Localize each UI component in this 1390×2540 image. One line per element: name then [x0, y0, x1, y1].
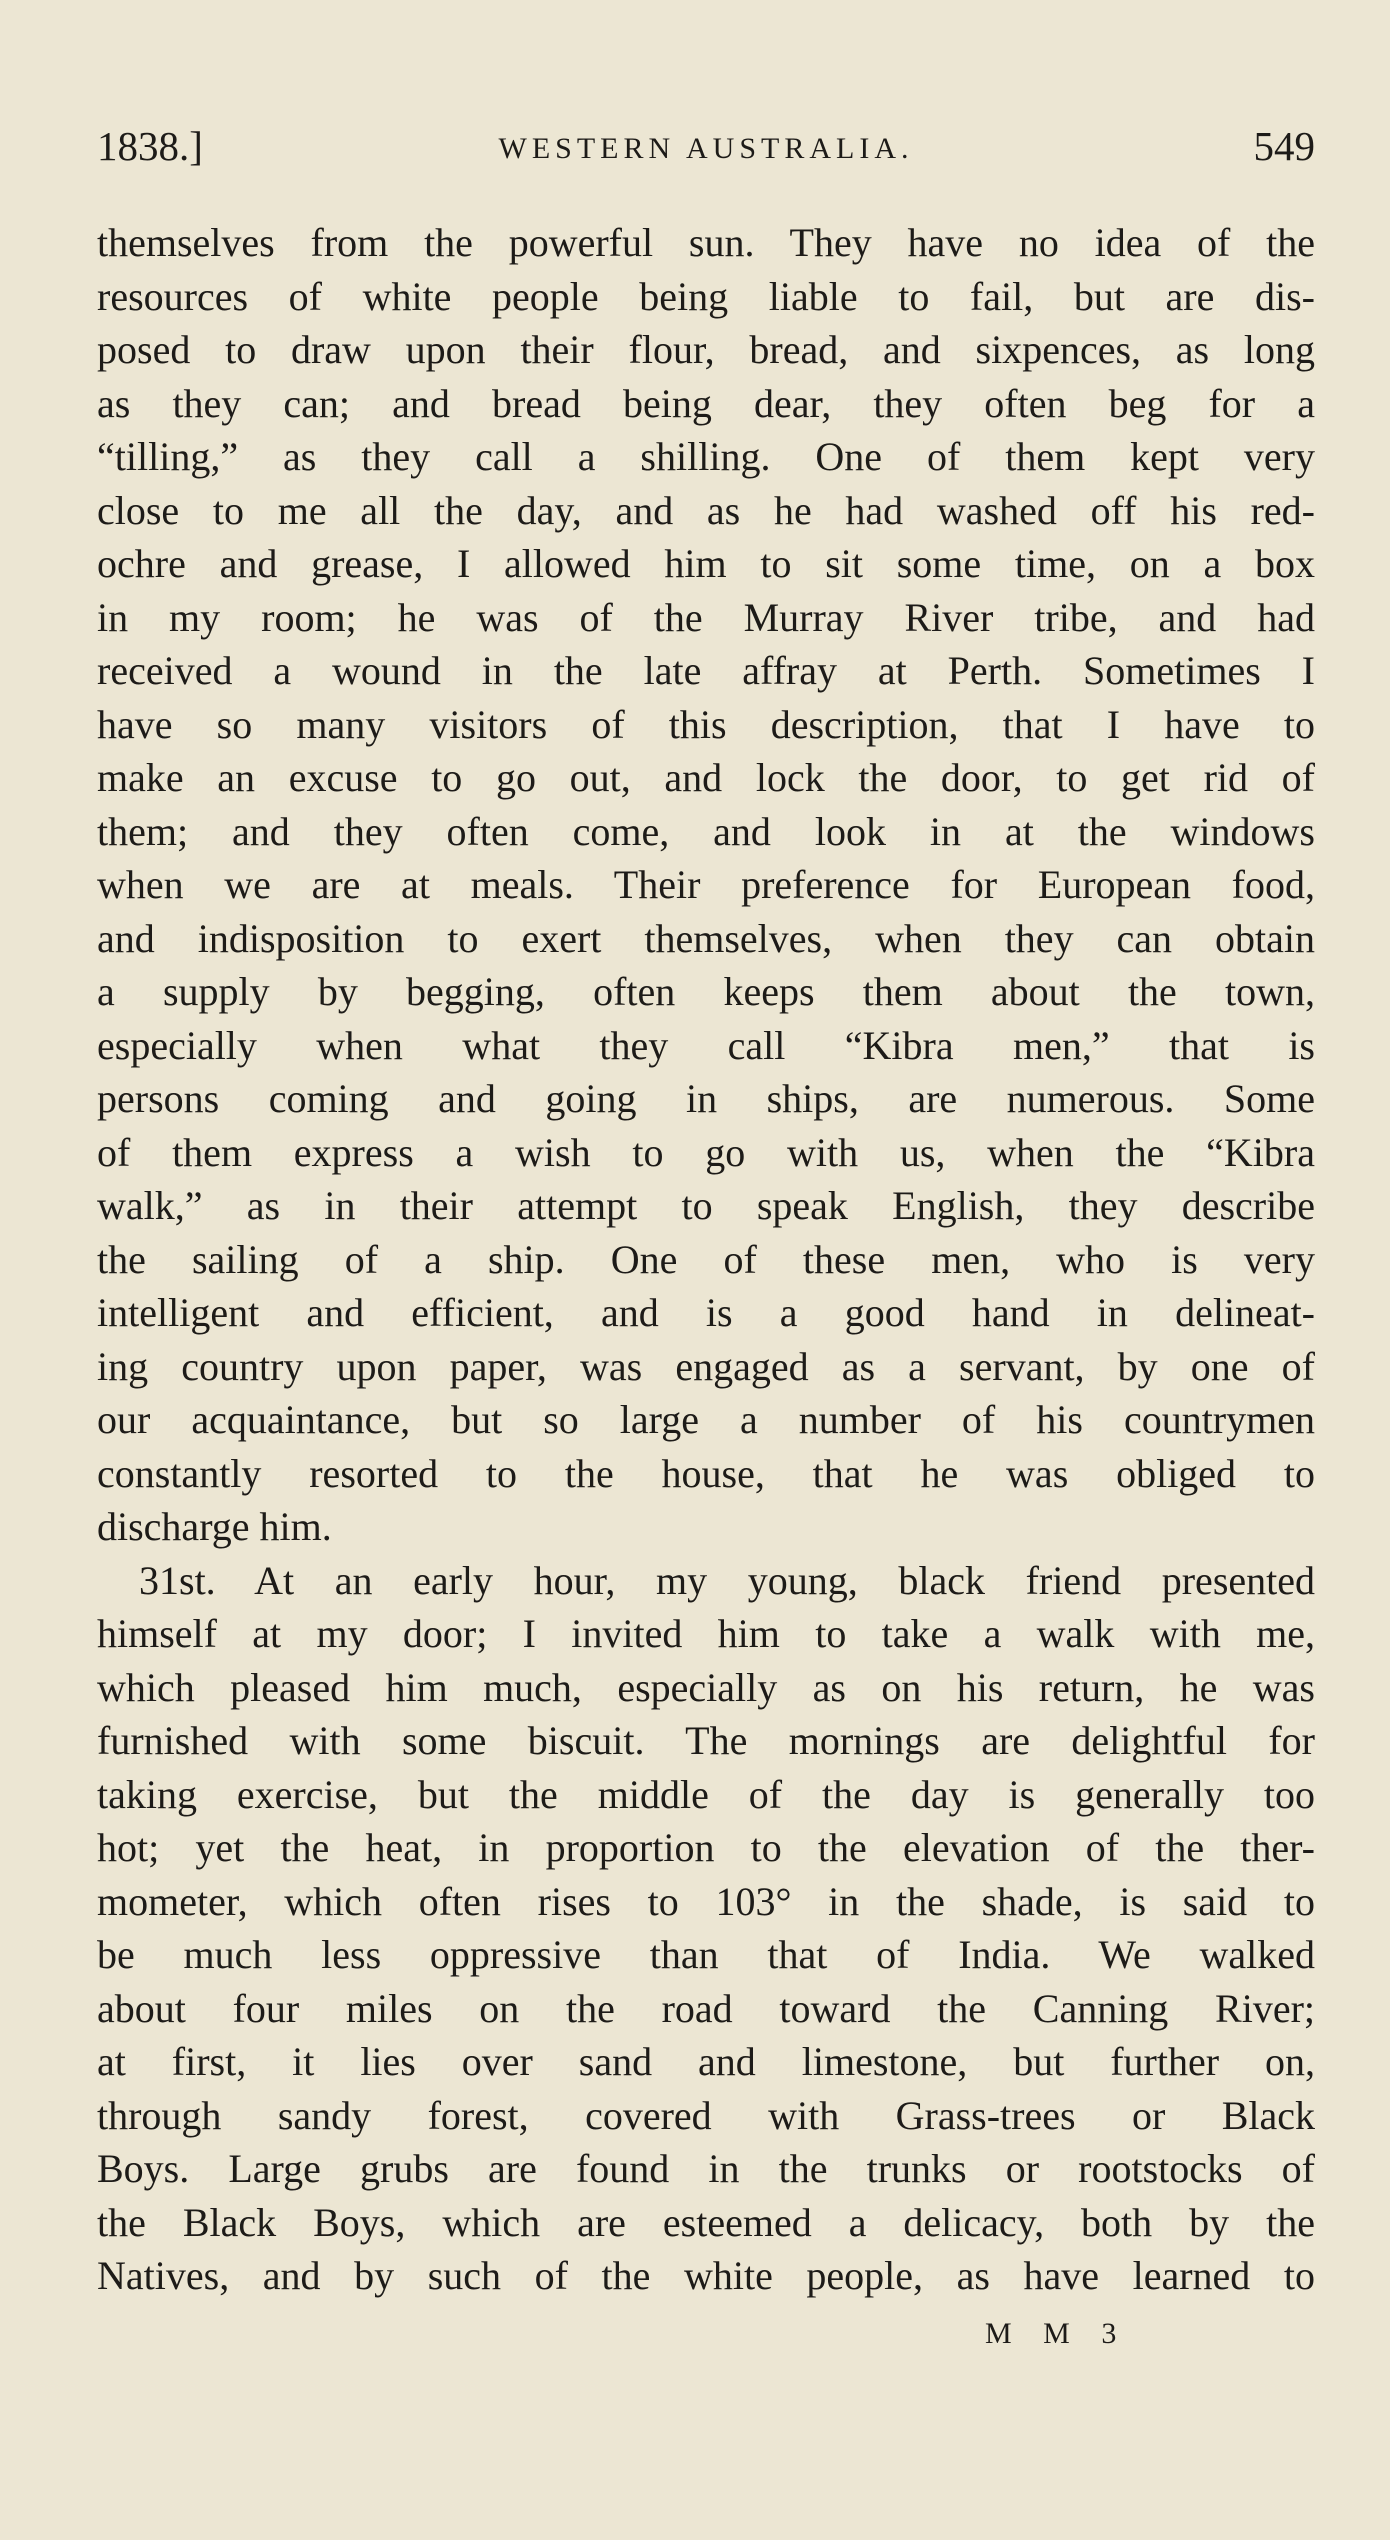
text-line: 31st. At an early hour, my young, black friend presented — [139, 1557, 1315, 1603]
text-line: which pleased him much, especially as on his return, he was — [97, 1664, 1315, 1710]
text-line: close to me all the day, and as he had washed off his red- — [97, 487, 1315, 533]
text-line: hot; yet the heat, in proportion to the elevation of the ther- — [97, 1825, 1315, 1870]
text-line: themselves from the powerful sun. They have no idea of the — [97, 220, 1315, 265]
text-line: about four miles on the road toward the Canning River; — [97, 1985, 1315, 2031]
text-line: as they can; and bread being dear, they often beg for a — [97, 380, 1315, 426]
text-line: through sandy forest, covered with Grass-trees or Black — [97, 2092, 1315, 2138]
text-line: the sailing of a ship. One of these men, who is very — [97, 1236, 1315, 1282]
text-line: persons coming and going in ships, are numerous. Some — [97, 1076, 1315, 1121]
paragraph — [97, 216, 1315, 1554]
text-line: when we are at meals. Their preference for European food, — [97, 862, 1315, 907]
text-line: ochre and grease, I allowed him to sit some time, on a box — [97, 541, 1315, 586]
text-line: himself at my door; I invited him to take a walk with me, — [97, 1611, 1315, 1656]
text-line: discharge him. — [97, 1504, 332, 1549]
text-line: them; and they often come, and look in at the windows — [97, 808, 1315, 854]
text-line: Boys. Large grubs are found in the trunks or rootstocks of — [97, 2146, 1315, 2191]
text-line: received a wound in the late affray at Perth. Sometimes I — [97, 648, 1315, 693]
text-line: at first, it lies over sand and limestone, but further on, — [97, 2039, 1315, 2084]
page-number: 549 — [1253, 123, 1315, 169]
header-year: 1838.] — [97, 123, 203, 169]
text-line: resources of white people being liable to fail, but are dis- — [97, 273, 1315, 319]
text-line: and indisposition to exert themselves, when they can obtain — [97, 915, 1315, 961]
text-line: intelligent and efficient, and is a good hand in delineat- — [97, 1290, 1315, 1335]
text-line: of them express a wish to go with us, when the “Kibra — [97, 1129, 1315, 1175]
text-line: our acquaintance, but so large a number of his countrymen — [97, 1397, 1315, 1442]
text-line: walk,” as in their attempt to speak English, they describe — [97, 1183, 1315, 1228]
text-line: be much less oppressive than that of India. We walked — [97, 1932, 1315, 1977]
text-line: posed to draw upon their flour, bread, and sixpences, as long — [97, 327, 1315, 372]
text-line: constantly resorted to the house, that he was obliged to — [97, 1450, 1315, 1496]
text-line: a supply by begging, often keeps them about the town, — [97, 969, 1315, 1014]
header-title: WESTERN AUSTRALIA. — [498, 132, 914, 165]
text-line: especially when what they call “Kibra men,” that is — [97, 1022, 1315, 1068]
text-line: mometer, which often rises to 103° in the shade, is said to — [97, 1878, 1315, 1924]
text-line: ing country upon paper, was engaged as a servant, by one of — [97, 1343, 1315, 1389]
text-line: in my room; he was of the Murray River tribe, and had — [97, 594, 1315, 640]
text-line: “tilling,” as they call a shilling. One of them kept very — [97, 434, 1315, 479]
text-line: make an excuse to go out, and lock the door, to get rid of — [97, 755, 1315, 800]
body-text — [97, 216, 1315, 2303]
text-line: the Black Boys, which are esteemed a delicacy, both by the — [97, 2199, 1315, 2245]
text-line: taking exercise, but the middle of the day is generally too — [97, 1771, 1315, 1817]
text-line: furnished with some biscuit. The mornings are delightful for — [97, 1718, 1315, 1763]
signature-mark: M M 3 — [985, 2317, 1129, 2350]
text-line: Natives, and by such of the white people, as have learned to — [97, 2253, 1315, 2298]
running-header — [97, 122, 1315, 182]
paragraph — [97, 1554, 1315, 2303]
text-line: have so many visitors of this description, that I have to — [97, 701, 1315, 747]
